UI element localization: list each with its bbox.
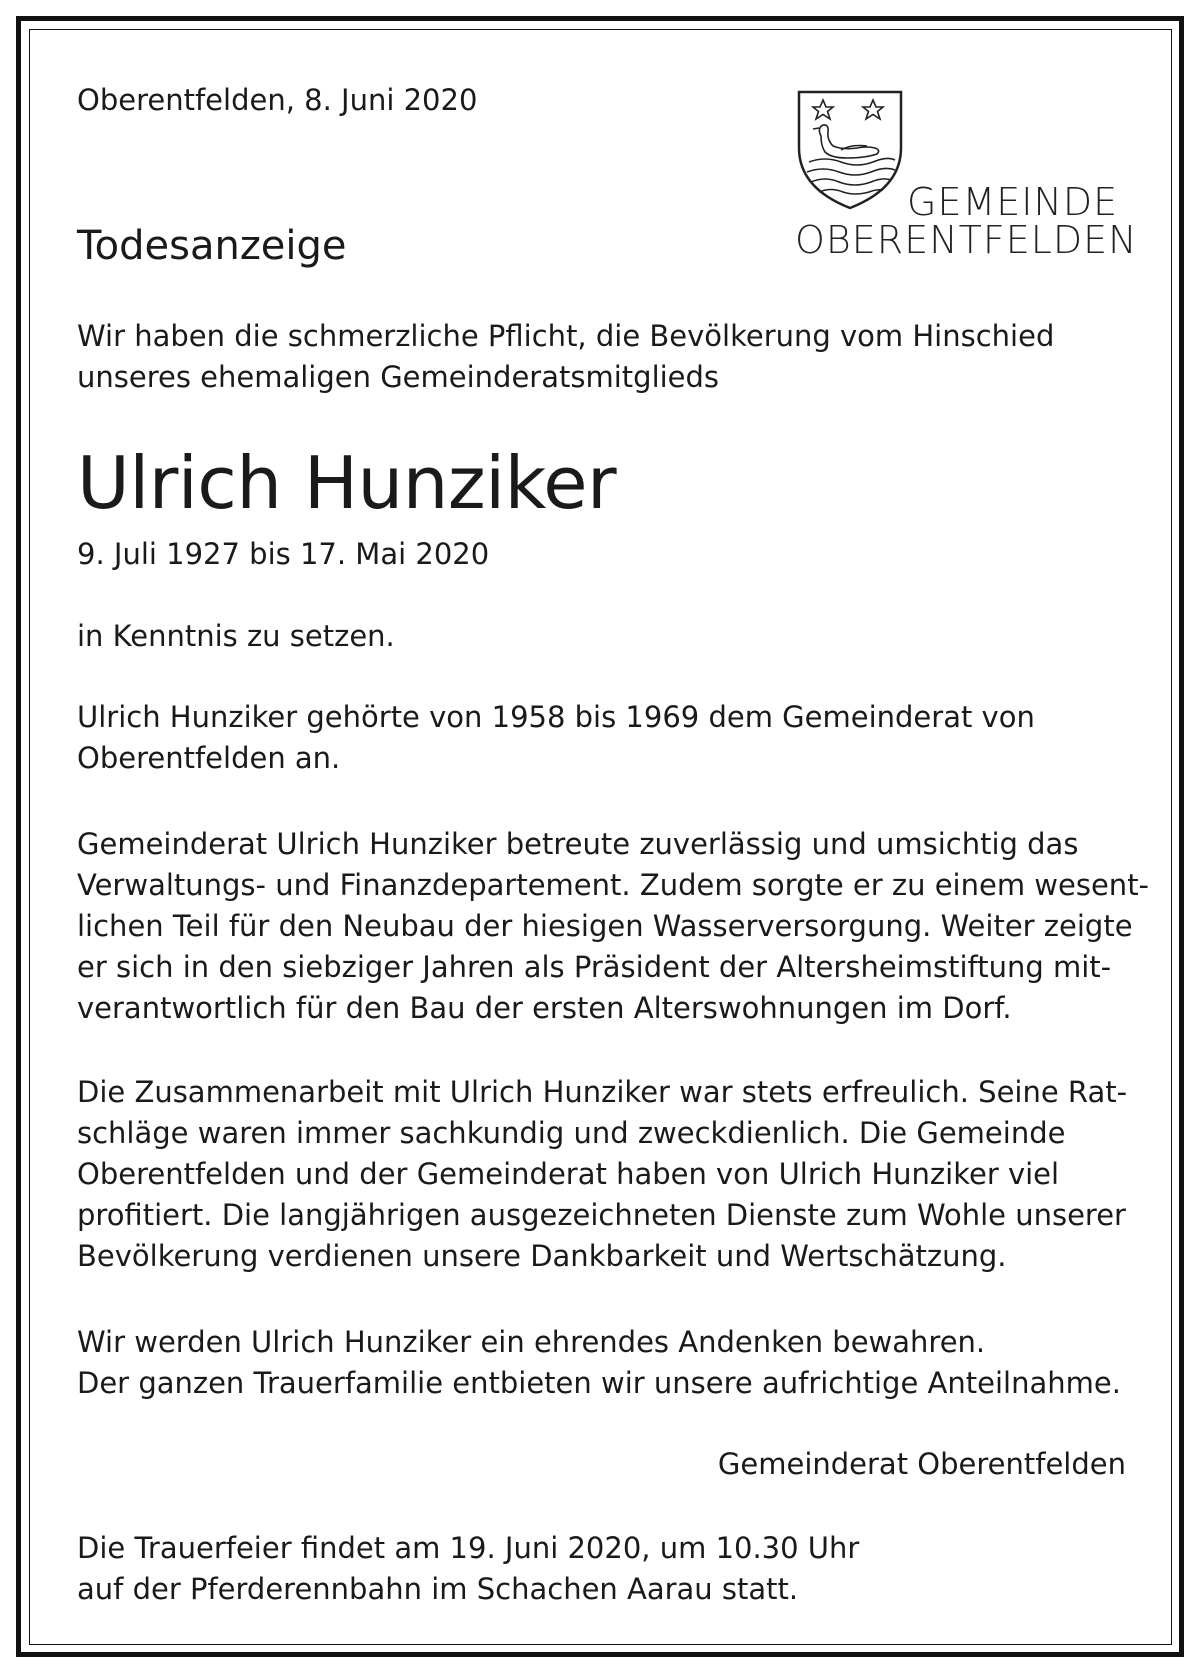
intro-text <box>77 316 1054 398</box>
intro-line: unseres ehemaligen Gemeinderatsmitglieds <box>77 360 720 394</box>
paragraph-condolence <box>77 1322 1121 1404</box>
municipality-logo <box>795 88 1138 278</box>
paragraph-line: Bevölkerung verdienen unsere Dankbarkeit und Wertschätzung. <box>77 1239 1007 1273</box>
place-date: Oberentfelden, 8. Juni 2020 <box>77 83 478 117</box>
page-title: Todesanzeige <box>77 223 347 269</box>
ceremony-line: auf der Pferderennbahn im Schachen Aarau statt. <box>77 1572 799 1606</box>
paragraph-line: Gemeinderat Ulrich Hunziker betreute zuverlässig und umsichtig das <box>77 827 1079 861</box>
kenntnis-text <box>77 616 395 657</box>
ceremony-line: Die Trauerfeier findet am 19. Juni 2020, um 10.30 Uhr <box>77 1531 860 1565</box>
paragraph-line: Oberentfelden an. <box>77 741 341 775</box>
paragraph-line: er sich in den siebziger Jahren als Präsident der Altersheimstiftung mit- <box>77 950 1112 984</box>
coat-of-arms-icon <box>795 88 905 213</box>
paragraph-line: Die Zusammenarbeit mit Ulrich Hunziker war stets erfreulich. Seine Rat- <box>77 1075 1128 1109</box>
paragraph-line: Ulrich Hunziker gehörte von 1958 bis 1969 dem Gemeinderat von <box>77 700 1035 734</box>
kenntnis-line: in Kenntnis zu setzen. <box>77 619 395 653</box>
ceremony-info <box>77 1528 859 1610</box>
paragraph-line: Oberentfelden und der Gemeinderat haben von Ulrich Hunziker viel <box>77 1157 1060 1191</box>
logo-line-2: OBERENTFELDEN <box>795 218 1138 262</box>
paragraph-line: Verwaltungs- und Finanzdepartement. Zudem sorgte er zu einem wesent- <box>77 868 1150 902</box>
paragraph-line: Wir werden Ulrich Hunziker ein ehrendes Andenken bewahren. <box>77 1325 986 1359</box>
paragraph-line: profitiert. Die langjährigen ausgezeichneten Dienste zum Wohle unserer <box>77 1198 1126 1232</box>
life-dates: 9. Juli 1927 bis 17. Mai 2020 <box>77 537 490 571</box>
paragraph-line: schläge waren immer sachkundig und zweckdienlich. Die Gemeinde <box>77 1116 1066 1150</box>
paragraph-line: verantwortlich für den Bau der ersten Alterswohnungen im Dorf. <box>77 991 1012 1025</box>
signature: Gemeinderat Oberentfelden <box>717 1447 1126 1481</box>
deceased-name: Ulrich Hunziker <box>77 441 617 525</box>
paragraph-collaboration <box>77 1072 1127 1277</box>
paragraph-service <box>77 824 1149 1029</box>
paragraph-membership <box>77 697 1035 779</box>
logo-line-1: GEMEINDE <box>907 180 1119 224</box>
paragraph-line: lichen Teil für den Neubau der hiesigen Wasserversorgung. Weiter zeigte <box>77 909 1133 943</box>
paragraph-line: Der ganzen Trauerfamilie entbieten wir unsere aufrichtige Anteilnahme. <box>77 1366 1121 1400</box>
intro-line: Wir haben die schmerzliche Pflicht, die Bevölkerung vom Hinschied <box>77 319 1055 353</box>
